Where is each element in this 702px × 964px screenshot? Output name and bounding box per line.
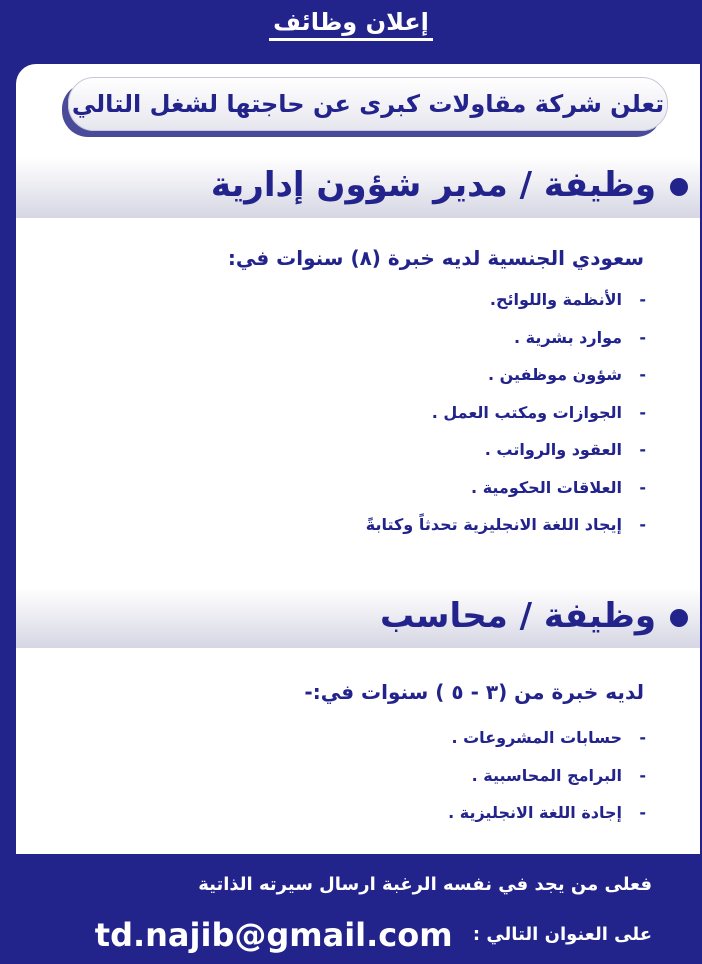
list-item: -الجوازات ومكتب العمل . xyxy=(431,402,646,422)
footer-address xyxy=(95,916,652,954)
email-address[interactable]: td.najib@gmail.com xyxy=(94,916,453,954)
job-requirement-2: لديه خبرة من (٣ - ٥ ) سنوات في:- xyxy=(304,680,644,704)
intro-banner: تعلن شركة مقاولات كبرى عن حاجتها لشغل التالي xyxy=(68,77,668,131)
ad-title: إعلان وظائف xyxy=(269,8,433,41)
ad-header xyxy=(0,8,702,36)
list-item: -الأنظمة واللوائح. xyxy=(489,290,646,309)
job-requirement-1: سعودي الجنسية لديه خبرة (٨) سنوات في: xyxy=(227,246,644,270)
list-item: -إيجاد اللغة الانجليزية تحدثاً وكتابةً xyxy=(365,515,646,534)
job-title-2: وظيفة / محاسب xyxy=(380,596,688,636)
job-items-1 xyxy=(366,290,646,553)
list-item: -البرامج المحاسبية . xyxy=(471,765,646,785)
list-item: -حسابات المشروعات . xyxy=(451,728,646,747)
list-item: -إجادة اللغة الانجليزية . xyxy=(448,803,646,822)
list-item: -العلاقات الحكومية . xyxy=(471,477,646,497)
job-items-2 xyxy=(448,728,646,841)
list-item: -العقود والرواتب . xyxy=(484,440,646,459)
footer-instruction: فعلى من يجد في نفسه الرغبة ارسال سيرته الذاتية xyxy=(198,874,652,895)
bullet-dot-icon xyxy=(670,178,688,196)
list-item: -موارد بشرية . xyxy=(513,327,646,347)
job-title-1: وظيفة / مدير شؤون إدارية xyxy=(211,165,688,205)
bullet-dot-icon xyxy=(670,609,688,627)
list-item: -شؤون موظفين . xyxy=(487,365,646,384)
footer-address-label: على العنوان التالي : xyxy=(472,924,652,945)
